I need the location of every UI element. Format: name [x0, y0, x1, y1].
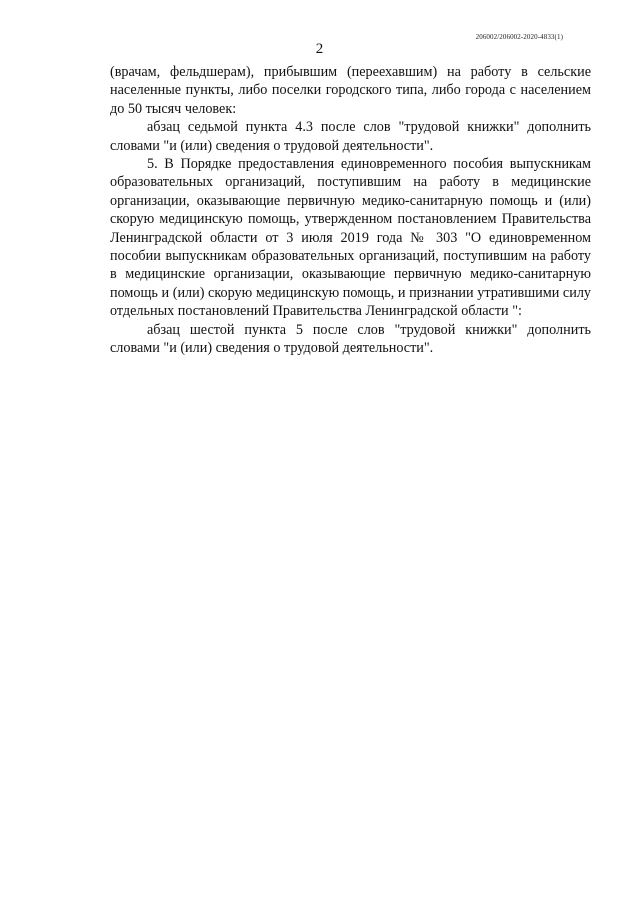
paragraph-amendment-4-3: абзац седьмой пункта 4.3 после слов "трудовой книжки" дополнить словами "и (или) сведения о трудовой деятельности".: [110, 119, 591, 154]
paragraph-amendment-5: абзац шестой пункта 5 после слов "трудовой книжки" дополнить словами "и (или) сведения о трудовой деятельности".: [110, 321, 591, 357]
document-body: [110, 63, 591, 358]
document-reference-number: 206002/206002-2020-4833(1): [475, 33, 563, 41]
paragraph-continuation: (врачам, фельдшерам), прибывшим (переехавшим) на работу в сельские населенные пункты, либо поселки городского типа, либо города с населением до 50 тысяч человек:: [110, 64, 591, 117]
page-number: 2: [315, 41, 324, 57]
paragraph-item-5: 5. В Порядке предоставления единовременного пособия выпускникам образовательных организаций, поступившим на работу в медицинские организации, оказывающие первичную медико-санитарную помощь и (или) скорую медицинскую помощь, утвержденном постановлением Правительства Ленинградской области от 3 июля 2019 года № 303 "О единовременном пособии выпускникам образовательных организаций, поступившим на работу в медицинские организации, оказывающие первичную медико-санитарную помощь и (или) скорую медицинскую помощь, и признании утратившими силу отдельных постановлений Правительства Ленинградской области ":: [110, 156, 591, 320]
